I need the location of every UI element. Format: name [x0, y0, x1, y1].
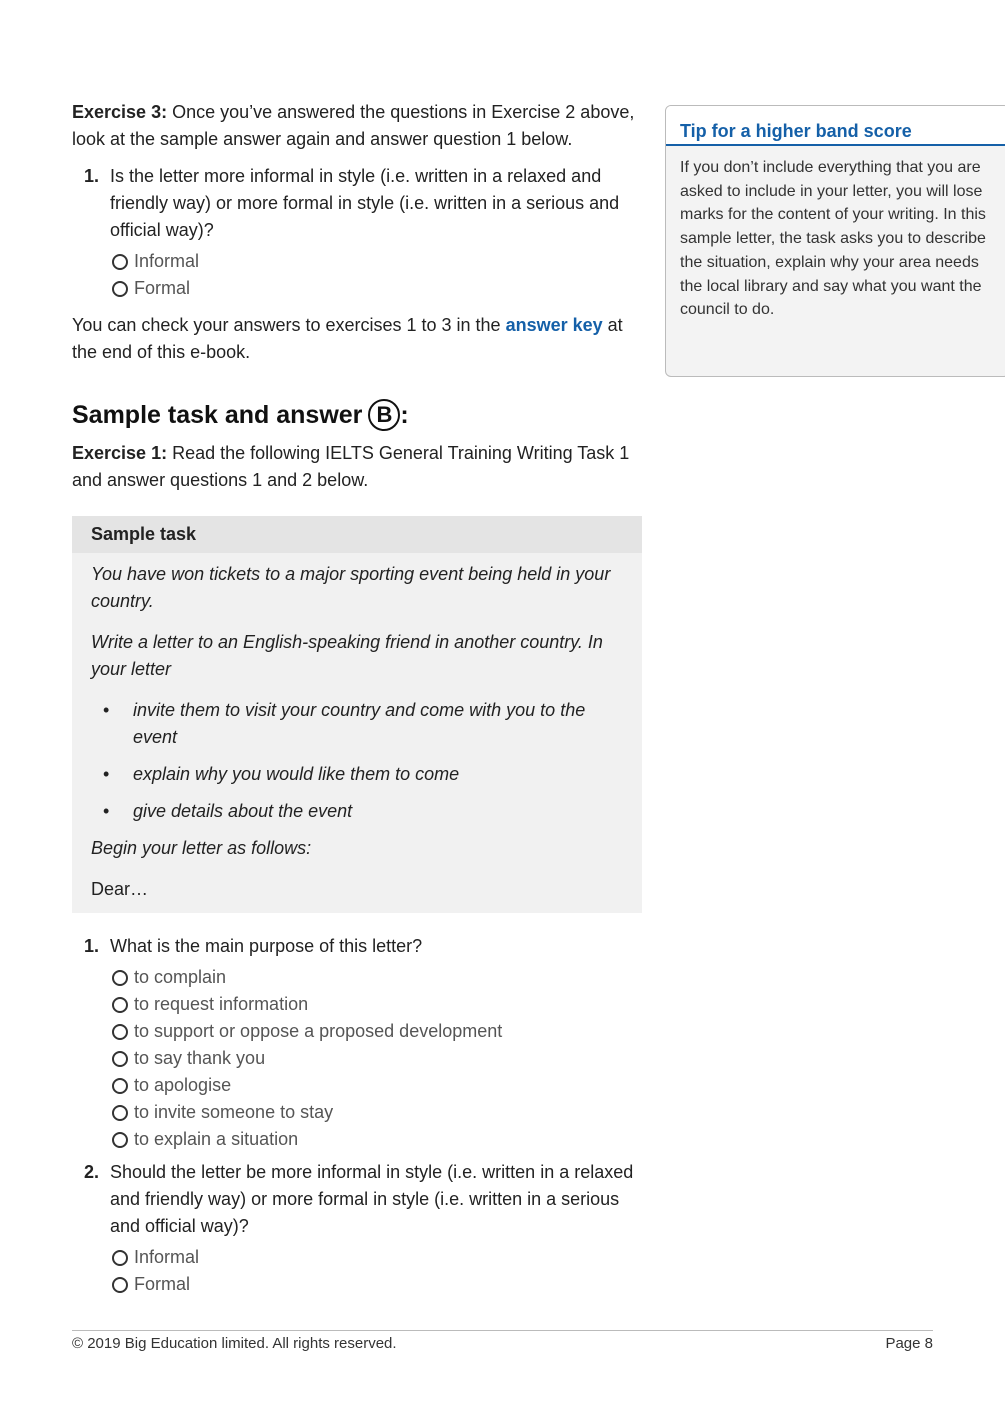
- sample-task-header: Sample task: [72, 516, 642, 553]
- question-text: Is the letter more informal in style (i.e. written in a relaxed and friendly way) or more formal in style (i.e. written in a serious and official way)?: [110, 166, 620, 240]
- question-number: 1.: [84, 166, 100, 186]
- radio-circle-icon[interactable]: [112, 1277, 128, 1293]
- heading-colon: :: [400, 401, 409, 429]
- option-label: to explain a situation: [134, 1129, 299, 1149]
- check-text-before: You can check your answers to exercises 1 to 3 in the: [72, 315, 506, 335]
- radio-circle-icon[interactable]: [112, 1105, 128, 1121]
- radio-circle-icon[interactable]: [112, 1132, 128, 1148]
- tip-body: If you don’t include everything that you are asked to include in your letter, you will lose marks for the content of your writing. In this sample letter, the task asks you to describe the situation, explain why your area needs the local library and say what you want the council to do.: [680, 159, 986, 319]
- radio-circle-icon[interactable]: [112, 970, 128, 986]
- option-label: Informal: [134, 1247, 200, 1267]
- question-number: 2.: [84, 1162, 100, 1182]
- exercise1-text: Read the following IELTS General Training Writing Task 1 and answer questions 1 and 2 below.: [72, 443, 630, 490]
- radio-option-request-information[interactable]: [112, 991, 642, 1018]
- answer-key-paragraph: [72, 312, 642, 366]
- radio-circle-icon[interactable]: [112, 1024, 128, 1040]
- task-bullet: [91, 798, 623, 825]
- option-label: to say thank you: [134, 1048, 266, 1068]
- task-bullet: [91, 697, 623, 751]
- radio-circle-icon[interactable]: [112, 281, 128, 297]
- question-2: [72, 1159, 642, 1298]
- radio-circle-icon[interactable]: [112, 254, 128, 270]
- footer-divider: [72, 1330, 933, 1331]
- exercise3-question: [72, 163, 642, 302]
- radio-circle-icon[interactable]: [112, 1250, 128, 1266]
- radio-option-complain[interactable]: [112, 964, 642, 991]
- radio-option-invite[interactable]: [112, 1099, 642, 1126]
- option-label: to support or oppose a proposed development: [134, 1021, 503, 1041]
- question-text: Should the letter be more informal in style (i.e. written in a relaxed and friendly way) or more formal in style (i.e. written in a serious and official way)?: [110, 1162, 634, 1236]
- option-label: to invite someone to stay: [134, 1102, 334, 1122]
- badge-b-icon: B: [368, 399, 400, 431]
- radio-circle-icon[interactable]: [112, 1078, 128, 1094]
- option-label: to complain: [134, 967, 227, 987]
- bullet-text: explain why you would like them to come: [133, 764, 460, 784]
- bullet-text: give details about the event: [133, 801, 353, 821]
- question-number: 1.: [84, 936, 100, 956]
- section-heading-text: Sample task and answer: [72, 401, 363, 429]
- bullet-text: invite them to visit your country and come with you to the event: [133, 700, 586, 747]
- sample-task-body: [72, 553, 642, 913]
- check-text-after: at the end of this e-book.: [72, 315, 623, 362]
- radio-option-formal[interactable]: [112, 275, 642, 302]
- radio-circle-icon[interactable]: [112, 1051, 128, 1067]
- section-heading: [72, 398, 642, 432]
- radio-option-informal[interactable]: [112, 1244, 642, 1271]
- question-1: [72, 933, 642, 1153]
- footer-copyright: © 2019 Big Education limited. All rights reserved.: [72, 1335, 397, 1352]
- question-text: What is the main purpose of this letter?: [110, 936, 423, 956]
- sample-task-box: [72, 516, 642, 913]
- radio-option-apologise[interactable]: [112, 1072, 642, 1099]
- task-bullet: [91, 761, 623, 788]
- exercise1-paragraph: [72, 440, 642, 494]
- main-column: [72, 99, 642, 1298]
- option-list: [112, 248, 642, 302]
- exercise1-label: Exercise 1:: [72, 443, 168, 463]
- task-intro: You have won tickets to a major sporting event being held in your country.: [91, 564, 611, 611]
- option-list: [112, 964, 642, 1153]
- tip-box: [665, 105, 1005, 377]
- option-label: Informal: [134, 251, 200, 271]
- option-label: to request information: [134, 994, 309, 1014]
- radio-option-informal[interactable]: [112, 248, 642, 275]
- task-dear: Dear…: [91, 879, 149, 899]
- exercise3-paragraph: [72, 99, 642, 153]
- option-label: to apologise: [134, 1075, 232, 1095]
- radio-option-explain[interactable]: [112, 1126, 642, 1153]
- bullet-dot-icon: •: [103, 764, 110, 784]
- option-label: Formal: [134, 1274, 191, 1294]
- radio-option-formal[interactable]: [112, 1271, 642, 1298]
- radio-option-support-oppose[interactable]: [112, 1018, 642, 1045]
- radio-circle-icon[interactable]: [112, 997, 128, 1013]
- bullet-dot-icon: •: [103, 801, 110, 821]
- option-list: [112, 1244, 642, 1298]
- question-row: [72, 1159, 642, 1240]
- radio-option-say-thank-you[interactable]: [112, 1045, 642, 1072]
- option-label: Formal: [134, 278, 191, 298]
- bullet-dot-icon: •: [103, 700, 110, 720]
- exercise3-label: Exercise 3:: [72, 102, 168, 122]
- page-number: Page 8: [885, 1335, 933, 1352]
- task-begin: Begin your letter as follows:: [91, 838, 312, 858]
- tip-title: Tip for a higher band score: [666, 106, 1005, 146]
- answer-key-link[interactable]: answer key: [505, 315, 603, 335]
- footer: [72, 1334, 933, 1354]
- question-row: [72, 933, 642, 960]
- question-row: [72, 163, 642, 244]
- exercise3-text: Once you’ve answered the questions in Exercise 2 above, look at the sample answer again and answer question 1 below.: [72, 102, 635, 149]
- task-instruction: Write a letter to an English-speaking friend in another country. In your letter: [91, 632, 603, 679]
